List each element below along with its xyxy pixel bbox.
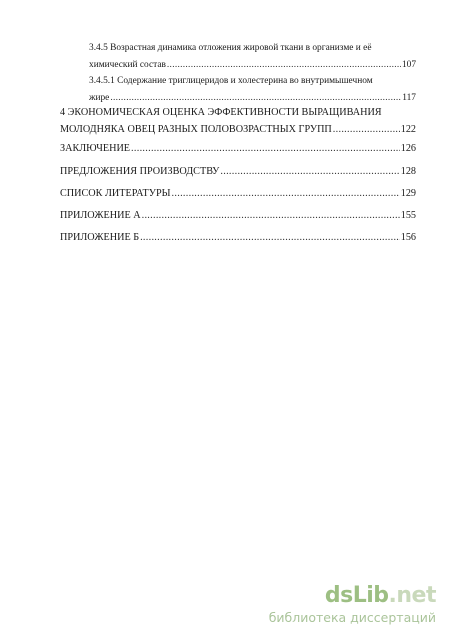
toc-entry-title: ПРЕДЛОЖЕНИЯ ПРОИЗВОДСТВУ	[60, 166, 220, 177]
toc-page-number: 126	[400, 143, 416, 154]
toc-leader-dots	[172, 188, 400, 200]
toc-entry-title: СПИСОК ЛИТЕРАТУРЫ	[60, 188, 171, 199]
toc-entry-title: химический состав	[89, 60, 166, 70]
toc-leader-dots	[140, 232, 400, 244]
toc-page-number: 107	[401, 60, 416, 70]
toc-leader-dots	[142, 210, 400, 222]
toc-leader-dots	[333, 124, 400, 136]
toc-entry-title: МОЛОДНЯКА ОВЕЦ РАЗНЫХ ПОЛОВОЗРАСТНЫХ ГРУПП	[60, 124, 332, 135]
toc-entry-appendix-a[interactable]	[60, 210, 416, 222]
toc-entry-chapter-4[interactable]	[60, 124, 416, 136]
toc-entry-conclusion[interactable]	[60, 143, 416, 155]
dslib-subtitle: библиотека диссертаций	[268, 610, 436, 625]
toc-entry-proposals[interactable]	[60, 166, 416, 178]
toc-entry-title: ПРИЛОЖЕНИЕ Б	[60, 232, 140, 243]
toc-entry-3-4-5-1-line1: 3.4.5.1 Содержание триглицеридов и холестерина во внутримышечном	[89, 76, 373, 86]
toc-entry-title: жире	[89, 93, 110, 103]
toc-page-number: 156	[400, 232, 416, 243]
dslib-logo	[325, 583, 436, 608]
toc-leader-dots	[220, 166, 399, 178]
dslib-watermark	[236, 583, 436, 629]
logo-part-net: .net	[388, 583, 436, 608]
toc-entry-chapter-4-line1: 4 ЭКОНОМИЧЕСКАЯ ОЦЕНКА ЭФФЕКТИВНОСТИ ВЫРАЩИВАНИЯ	[60, 107, 382, 118]
toc-leader-dots	[167, 59, 401, 71]
toc-page-number: 117	[402, 93, 416, 103]
toc-leader-dots	[110, 92, 401, 104]
toc-page-number: 129	[400, 188, 416, 199]
toc-leader-dots	[131, 143, 400, 155]
toc-entry-title: ЗАКЛЮЧЕНИЕ	[60, 143, 131, 154]
logo-part-dslib: dsLib	[324, 583, 389, 608]
toc-page-number: 155	[400, 210, 416, 221]
toc-entry-appendix-b[interactable]	[60, 232, 416, 244]
toc-entry-references[interactable]	[60, 188, 416, 200]
toc-entry-3-4-5-line1: 3.4.5 Возрастная динамика отложения жировой ткани в организме и её	[89, 43, 372, 53]
toc-entry-3-4-5-1[interactable]	[89, 92, 416, 104]
toc-entry-3-4-5[interactable]	[89, 59, 416, 71]
toc-page-number: 122	[400, 124, 416, 135]
toc-entry-title: ПРИЛОЖЕНИЕ А	[60, 210, 141, 221]
toc-page-number: 128	[400, 166, 416, 177]
